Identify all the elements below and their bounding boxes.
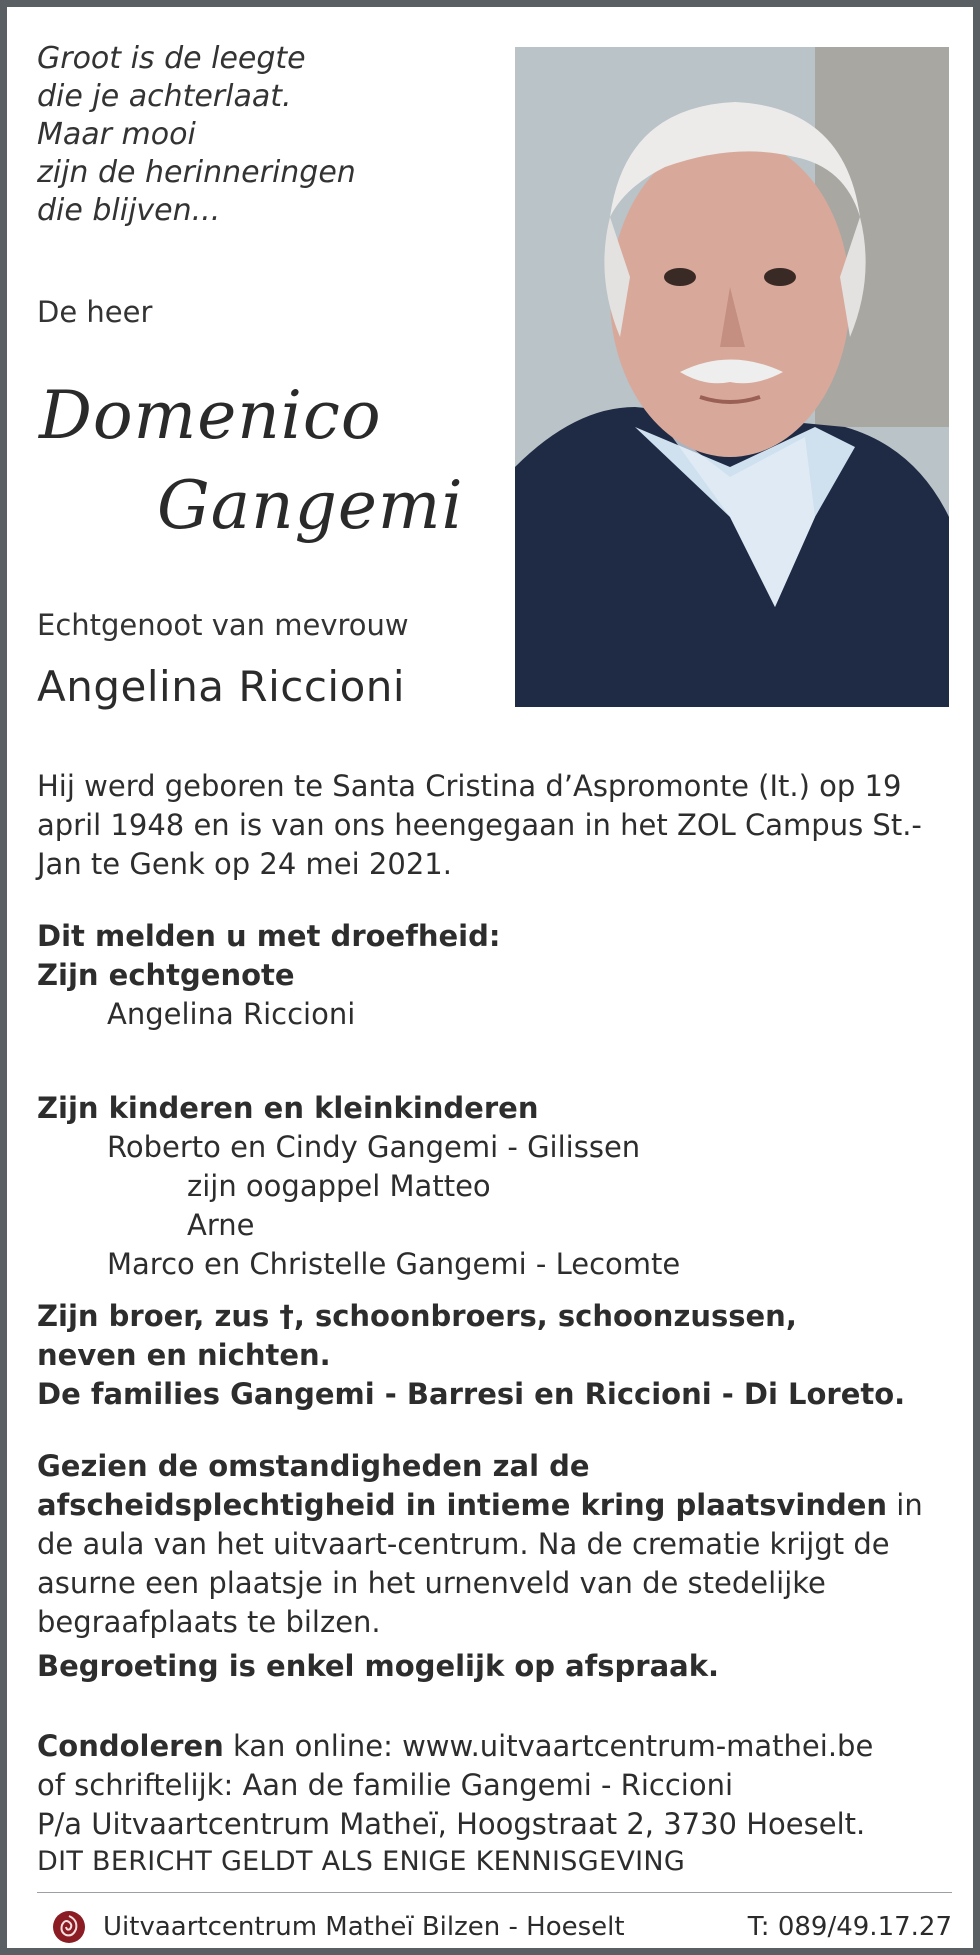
condolences-line: P/a Uitvaartcentrum Matheï, Hoogstraat 2, 3730 Hoeselt.	[37, 1807, 866, 1841]
announcement-block	[37, 917, 500, 1034]
honorific: De heer	[37, 295, 153, 329]
notice: DIT BERICHT GELDT ALS ENIGE KENNISGEVING	[37, 1846, 686, 1877]
deceased-first-name: Domenico	[39, 377, 382, 454]
child-entry: Marco en Christelle Gangemi - Lecomte	[107, 1247, 681, 1281]
family-block	[37, 1297, 905, 1414]
announcement-intro: Dit melden u met droefheid:	[37, 919, 501, 953]
grandchild-entry: Arne	[187, 1208, 255, 1242]
greeting-note: Begroeting is enkel mogelijk op afspraak.	[37, 1649, 720, 1683]
deceased-last-name: Gangemi	[157, 467, 464, 544]
condolences-label: Condoleren	[37, 1729, 224, 1763]
footer-divider	[37, 1892, 952, 1893]
condolences-block	[37, 1727, 937, 1844]
memorial-quote: Groot is de leegte die je achterlaat. Maar mooi zijn de herinneringen die blijven...	[37, 41, 356, 228]
footer	[37, 1907, 952, 1947]
family-line: neven en nichten.	[37, 1338, 331, 1372]
portrait-photo	[515, 47, 949, 707]
ceremony-bold-text: Gezien de omstandigheden zal de afscheidsplechtigheid in intieme kring plaatsvinden	[37, 1449, 888, 1522]
spouse-entry: Angelina Riccioni	[107, 997, 356, 1031]
family-line: Zijn broer, zus †, schoonbroers, schoonzussen,	[37, 1299, 797, 1333]
ceremony-paragraph	[37, 1447, 937, 1642]
children-block	[37, 1089, 680, 1284]
rose-logo-icon	[52, 1910, 86, 1944]
condolences-online: kan online: www.uitvaartcentrum-mathei.be	[223, 1729, 874, 1763]
funeral-home-name: Uitvaartcentrum Matheï Bilzen - Hoeselt	[103, 1912, 625, 1942]
ceremony-text: in de aula van het uitvaart-centrum. Na de crematie krijgt de asurne een plaatsje in het urnenveld van de stedelijke begraafplaats te bilzen.	[37, 1488, 923, 1639]
funeral-home-phone: T: 089/49.17.27	[747, 1912, 952, 1942]
condolences-line	[37, 1727, 937, 1766]
biography: Hij werd geboren te Santa Cristina d’Aspromonte (It.) op 19 april 1948 en is van ons heengegaan in het ZOL Campus St.-Jan te Genk op 24 mei 2021.	[37, 769, 922, 881]
grandchild-entry: zijn oogappel Matteo	[187, 1169, 491, 1203]
child-entry: Roberto en Cindy Gangemi - Gilissen	[107, 1130, 641, 1164]
spouse-intro: Echtgenoot van mevrouw	[37, 608, 409, 642]
spouse-heading: Zijn echtgenote	[37, 958, 295, 992]
condolences-line: of schriftelijk: Aan de familie Gangemi - Riccioni	[37, 1768, 733, 1802]
portrait-illustration	[515, 47, 949, 707]
spouse-name: Angelina Riccioni	[37, 662, 406, 711]
children-heading: Zijn kinderen en kleinkinderen	[37, 1091, 539, 1125]
family-line: De families Gangemi - Barresi en Riccioni - Di Loreto.	[37, 1377, 906, 1411]
